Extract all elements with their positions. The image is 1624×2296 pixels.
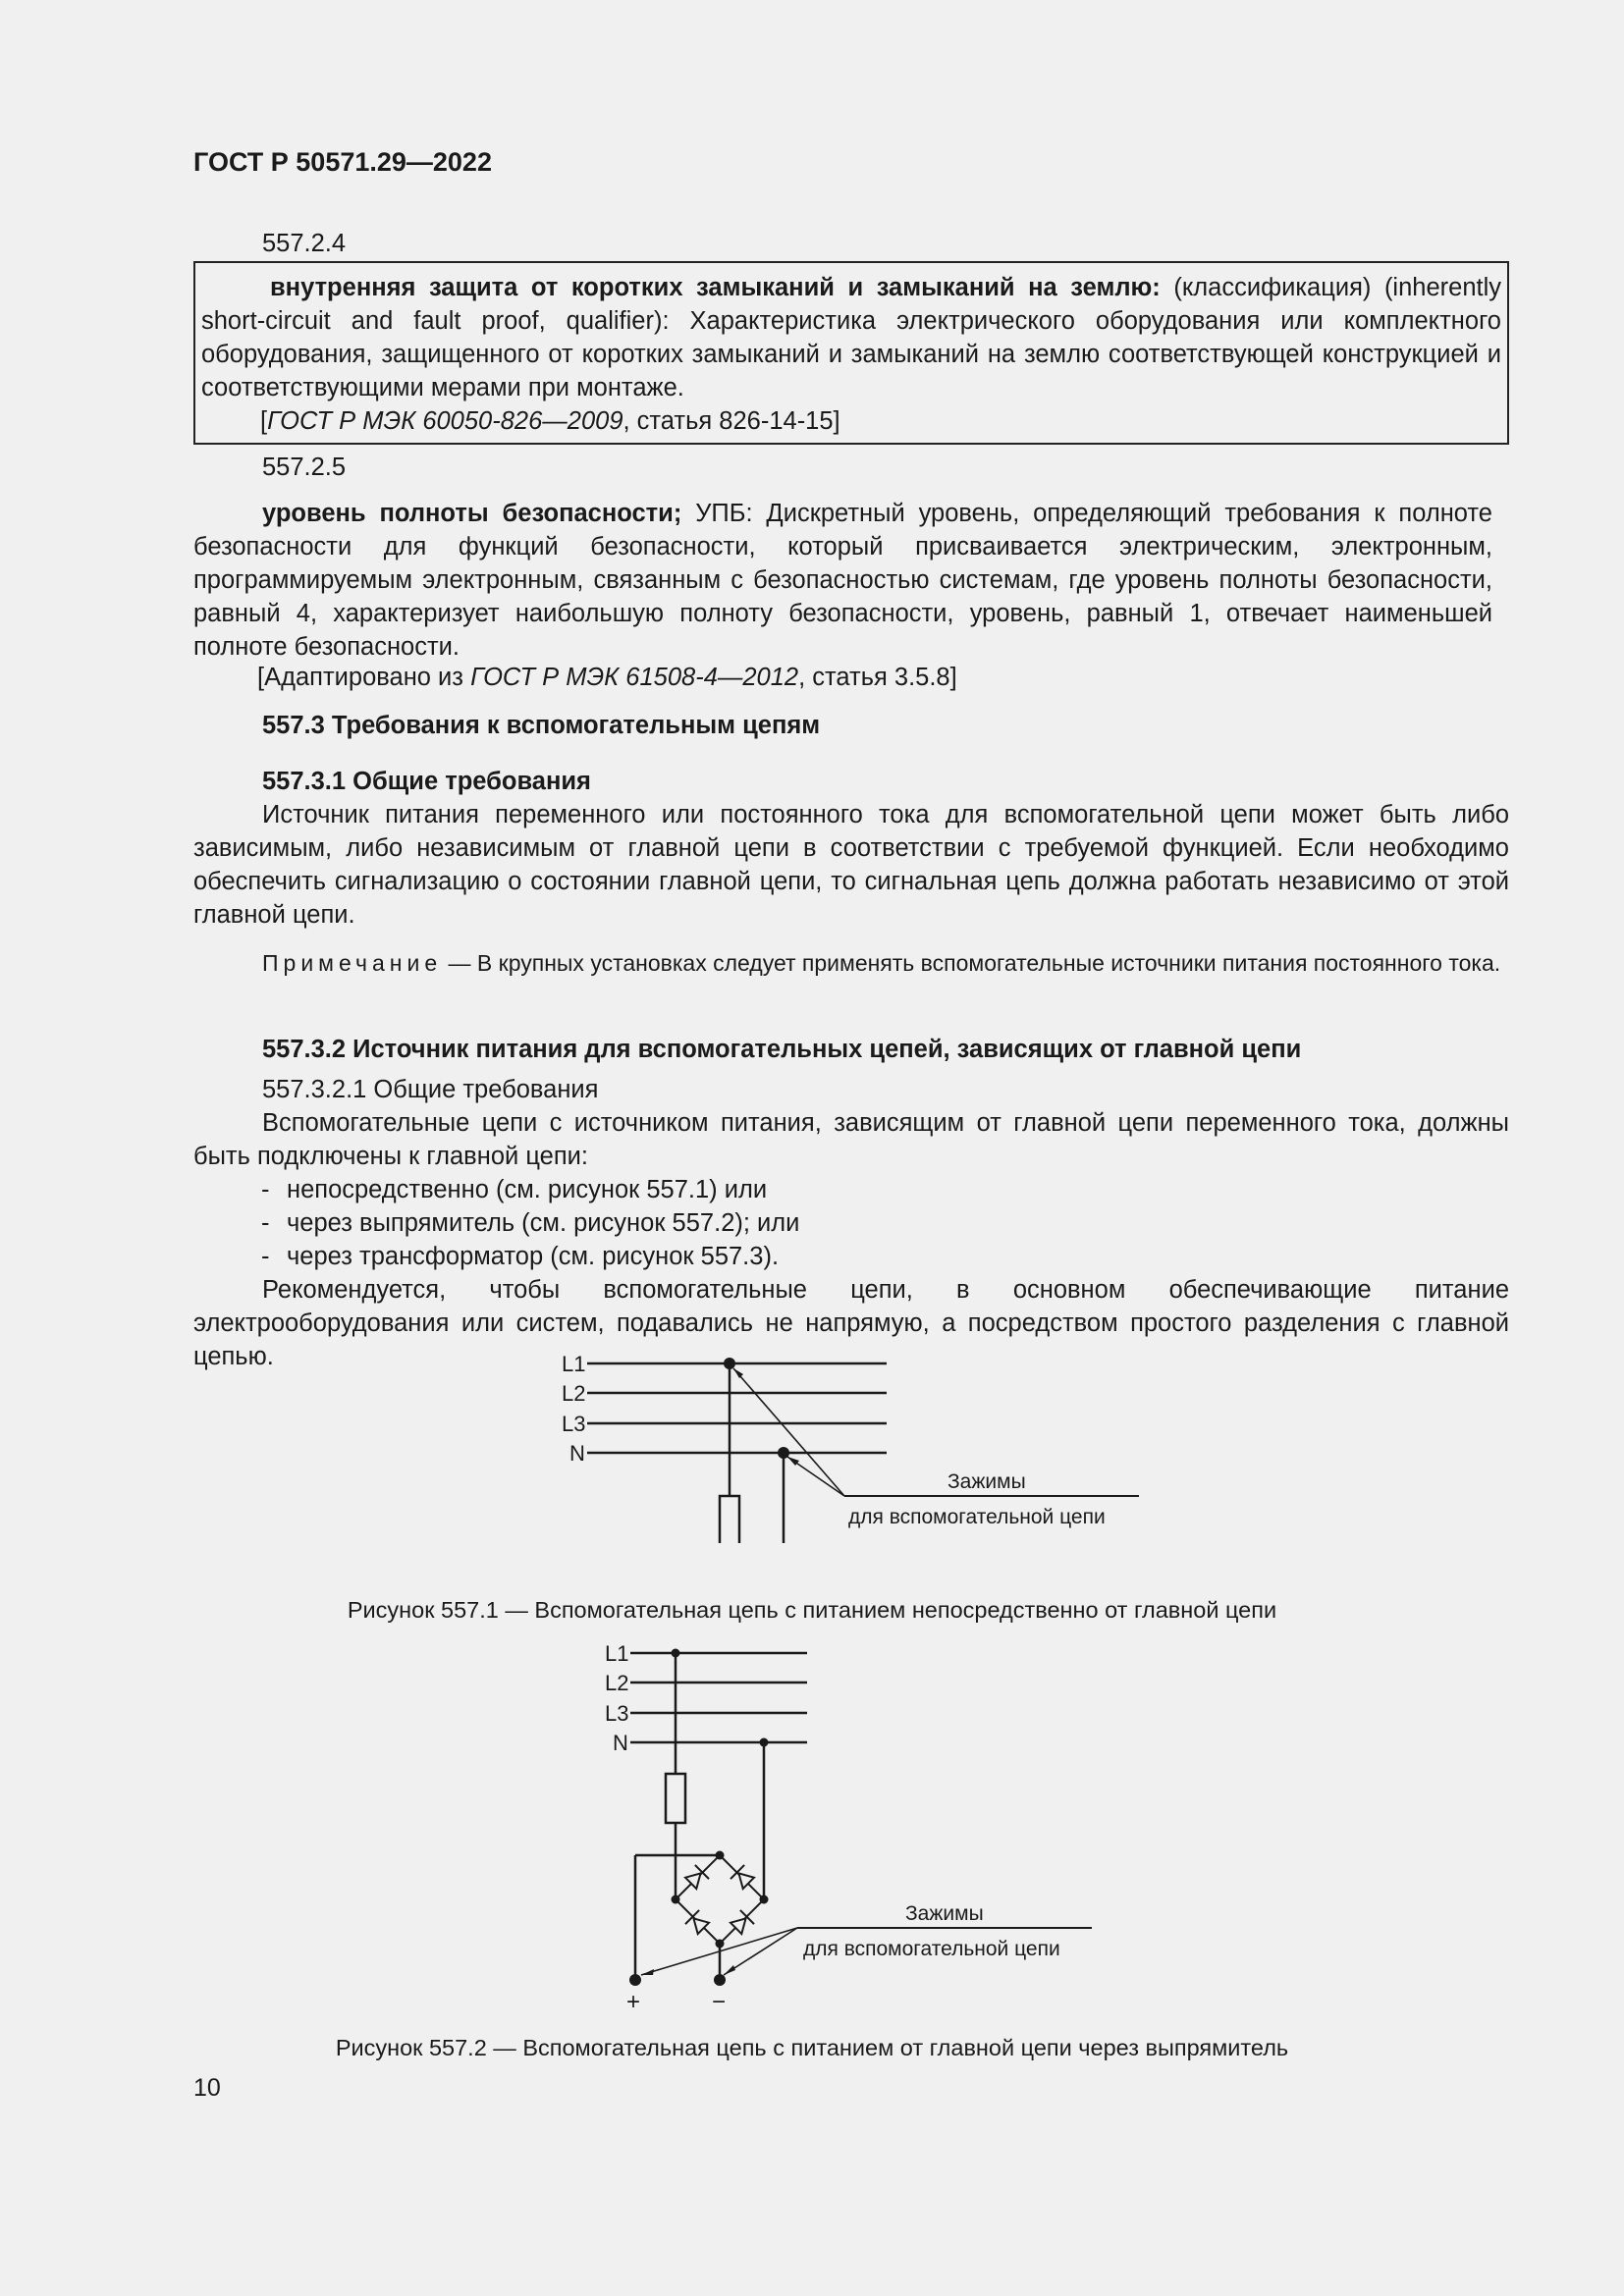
section-heading-557-3-2: 557.3.2 Источник питания для вспомогательных цепей, зависящих от главной цепи bbox=[262, 1036, 1302, 1063]
phase-label-l2: L2 bbox=[605, 1671, 629, 1695]
neutral-label-n: N bbox=[569, 1441, 585, 1466]
reference-doc-557-2-5: ГОСТ Р МЭК 61508-4—2012 bbox=[470, 664, 799, 691]
junction-dot bbox=[672, 1649, 680, 1658]
terminals-label: Зажимы bbox=[905, 1902, 984, 1925]
note-label: Примечание bbox=[262, 950, 443, 976]
reference-doc-557-2-4: ГОСТ Р МЭК 60050-826—2009 bbox=[267, 407, 623, 435]
figure-557-1-diagram bbox=[550, 1347, 1159, 1543]
junction-dot bbox=[760, 1896, 769, 1904]
definition-box-557-2-4 bbox=[193, 261, 1509, 445]
phase-label-l2: L2 bbox=[562, 1381, 586, 1406]
definition-557-2-4 bbox=[201, 271, 1501, 404]
fuse-symbol bbox=[720, 1496, 739, 1543]
terminals-label-sub: для вспомогательной цепи bbox=[848, 1506, 1106, 1528]
phase-label-l3: L3 bbox=[562, 1412, 586, 1436]
definition-text-557-2-5: УПБ: Дискретный уровень, определяющий требования к полноте безопасности для функций безопасности, который присваивается электрическим, электронным, программируемым электронным, связанным с безопасностью системам, где уровень полноты безопасности, равный 4, характеризует наибольшую полноту безопасности, уровень, равный 1, отвечает наименьшей полноте безопасности. bbox=[193, 500, 1492, 661]
junction-dot bbox=[724, 1358, 735, 1369]
neutral-label-n: N bbox=[613, 1731, 628, 1755]
pointer-line bbox=[724, 1928, 797, 1975]
section-heading-557-3-2-1: 557.3.2.1 Общие требования bbox=[262, 1076, 599, 1103]
junction-dot bbox=[672, 1896, 680, 1904]
reference-557-2-4: [ГОСТ Р МЭК 60050-826—2009, статья 826-14-15] bbox=[260, 407, 840, 435]
terminals-label-sub: для вспомогательной цепи bbox=[803, 1938, 1060, 1960]
terminals-label: Зажимы bbox=[947, 1470, 1026, 1493]
page-number: 10 bbox=[193, 2074, 221, 2102]
note-557-3-1 bbox=[193, 948, 1509, 979]
term-557-2-4: внутренняя защита от коротких замыканий и замыканий на землю: bbox=[270, 274, 1161, 301]
minus-sign: − bbox=[712, 1989, 727, 2015]
reference-557-2-5: [Адаптировано из ГОСТ Р МЭК 61508-4—2012, статья 3.5.8] bbox=[257, 664, 957, 691]
terminal-minus bbox=[714, 1974, 726, 1986]
clause-number-557-2-5: 557.2.5 bbox=[262, 454, 347, 481]
terminal-plus bbox=[629, 1974, 641, 1986]
junction-dot bbox=[716, 1940, 725, 1949]
paragraph-557-3-2-1-recommendation: Рекомендуется, чтобы вспомогательные цепи, в основном обеспечивающие питание электрооборудования или систем, подавались не напрямую, а посредством простого разделения с главной цепью. bbox=[193, 1276, 1509, 1370]
arrow-head bbox=[724, 1965, 735, 1975]
junction-dot bbox=[716, 1851, 725, 1860]
note-text: — В крупных установках следует применять вспомогательные источники питания постоянного тока. bbox=[442, 950, 1501, 976]
list-item: - через трансформатор (см. рисунок 557.3). bbox=[261, 1243, 780, 1270]
figure-557-2-caption: Рисунок 557.2 — Вспомогательная цепь с питанием от главной цепи через выпрямитель bbox=[335, 2035, 1289, 2060]
paragraph-557-3-2-1: Вспомогательные цепи с источником питания, зависящим от главной цепи переменного тока, должны быть подключены к главной цепи: bbox=[193, 1109, 1509, 1170]
document-header: ГОСТ Р 50571.29—2022 bbox=[193, 147, 492, 177]
list-item: - через выпрямитель (см. рисунок 557.2); или bbox=[261, 1209, 800, 1237]
definition-text-557-2-4: (классификация) (inherently short-circuit and fault proof, qualifier): Характеристика электрического оборудования или комплектного оборудования, защищенного от коротких замыканий и замыканий на землю соответствующей конструкцией и соответствующими мерами при монтаже. bbox=[201, 274, 1502, 401]
figure-557-2-diagram bbox=[589, 1634, 1119, 2027]
phase-label-l3: L3 bbox=[605, 1701, 629, 1726]
rectifier-bridge bbox=[676, 1855, 764, 1944]
definition-557-2-5 bbox=[193, 497, 1492, 664]
section-heading-557-3: 557.3 Требования к вспомогательным цепям bbox=[262, 712, 821, 739]
paragraph-557-3-1: Источник питания переменного или постоянного тока для вспомогательной цепи может быть либо зависимым, либо независимым от главной цепи в соответствии с требуемой функцией. Если необходимо обеспечить сигнализацию о состоянии главной цепи, то сигнальная цепь должна работать независимо от этой главной цепи. bbox=[193, 801, 1509, 929]
list-item: - непосредственно (см. рисунок 557.1) или bbox=[261, 1176, 768, 1203]
phase-label-l1: L1 bbox=[562, 1352, 586, 1376]
phase-label-l1: L1 bbox=[605, 1641, 629, 1666]
figure-557-1-caption: Рисунок 557.1 — Вспомогательная цепь с питанием непосредственно от главной цепи bbox=[347, 1597, 1277, 1623]
section-heading-557-3-1: 557.3.1 Общие требования bbox=[262, 768, 591, 795]
term-557-2-5: уровень полноты безопасности; bbox=[262, 500, 682, 527]
fuse-symbol bbox=[666, 1774, 685, 1823]
plus-sign: + bbox=[626, 1989, 641, 2015]
clause-number-557-2-4: 557.2.4 bbox=[262, 230, 347, 257]
pointer-line bbox=[733, 1368, 844, 1496]
junction-dot bbox=[760, 1738, 769, 1747]
arrow-head bbox=[733, 1368, 743, 1378]
